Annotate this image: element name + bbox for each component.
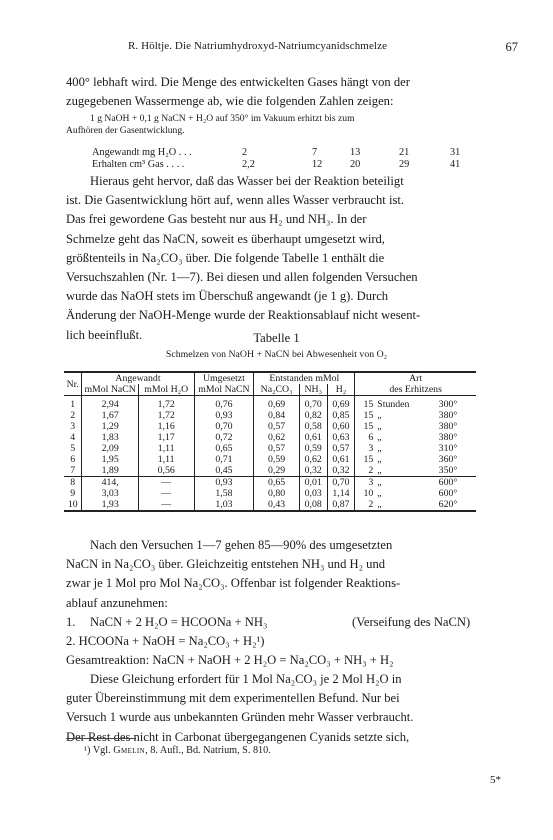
temperature-value: 350° — [438, 465, 458, 476]
table-cell-na2co3: 0,69 — [254, 396, 300, 411]
header-umgesetzt: Umgesetzt — [194, 372, 254, 384]
equation-1 — [66, 613, 526, 632]
table-row — [64, 432, 476, 443]
table-cell-nh3: 0,70 — [299, 396, 327, 411]
text-line: Diese Gleichung erfordert für 1 Mol Na₂CO₃ je 2 Mol H₂O in — [90, 672, 402, 686]
table-cell-h2: 0,61 — [327, 454, 355, 465]
table-row — [64, 454, 476, 465]
duration-value: 15 — [363, 399, 374, 410]
table-cell-nacn: 1,89 — [82, 465, 138, 477]
table-cell-umgesetzt: 0,76 — [194, 396, 254, 411]
duration-unit: „ — [377, 488, 382, 499]
table-row — [64, 499, 476, 511]
value-cell: 13 — [350, 147, 361, 158]
text-line: Änderung der NaOH-Menge wurde der Reaktionsablauf nicht wesent- — [66, 308, 421, 323]
table-cell-umgesetzt: 0,45 — [194, 465, 254, 477]
temperature-value: 300° — [438, 399, 458, 410]
footnote-rule — [66, 738, 136, 739]
text-line: zwar je 1 Mol pro Mol Na₂CO₃. Offenbar ist folgender Reaktions- — [66, 576, 401, 591]
table-cell-nh3: 0,01 — [299, 477, 327, 489]
value-cell: 41 — [450, 159, 461, 170]
header-art-sub: des Erhitzens — [355, 384, 476, 396]
header-mmol-nacn: mMol NaCN — [82, 384, 138, 396]
table-cell-h2o: — — [138, 488, 194, 499]
table-cell-art — [355, 454, 476, 465]
table-row — [64, 488, 476, 499]
table-cell-umgesetzt: 0,93 — [194, 410, 254, 421]
duration-value: 10 — [363, 488, 374, 499]
table-cell-nr: 6 — [70, 454, 76, 465]
note-line: 1 g NaOH + 0,1 g NaCN + H₂O auf 350° im Vakuum erhitzt bis zum — [90, 113, 355, 124]
table-cell-nh3: 0,03 — [299, 488, 327, 499]
header-entstanden: Entstanden mMol — [254, 372, 355, 384]
value-cell: 31 — [450, 147, 461, 158]
table-cell-h2: 0,85 — [327, 410, 355, 421]
temperature-value: 380° — [438, 432, 458, 443]
text-line: wurde das NaOH stets im Überschuß angewandt (je 1 g). Durch — [66, 289, 389, 304]
table-caption: Tabelle 1 — [253, 331, 300, 345]
table-cell-na2co3: 0,57 — [254, 421, 300, 432]
table-cell-h2o: — — [138, 499, 194, 511]
table-cell-na2co3: 0,62 — [254, 432, 300, 443]
table-cell-art — [355, 421, 476, 432]
duration-unit: „ — [377, 499, 382, 510]
note-line: Aufhören der Gasentwicklung. — [66, 125, 185, 136]
table-cell-h2: 0,87 — [327, 499, 355, 511]
table-cell-art — [355, 465, 476, 477]
table-cell-umgesetzt: 0,70 — [194, 421, 254, 432]
temperature-value: 360° — [438, 454, 458, 465]
sheet-signature: 5* — [490, 774, 501, 786]
duration-value: 15 — [363, 410, 374, 421]
table-cell-umgesetzt: 1,58 — [194, 488, 254, 499]
table-row — [64, 443, 476, 454]
value-cell: 20 — [350, 159, 361, 170]
temperature-value: 380° — [438, 410, 458, 421]
text-line: Das frei gewordene Gas besteht nur aus H₂ und NH₃. In der — [66, 212, 367, 227]
text-line: Versuchszahlen (Nr. 1—7). Bei diesen und allen folgenden Versuchen — [66, 269, 418, 284]
table-cell-nr: 7 — [70, 465, 76, 476]
text-line: Der Rest des nicht in Carbonat übergegangenen Cyanids setzte sich, — [66, 729, 410, 744]
text-line: Versuch 1 wurde aus unbekannten Gründen mehr Wasser verbraucht. — [66, 710, 414, 725]
table-cell-umgesetzt: 0,72 — [194, 432, 254, 443]
table-cell-na2co3: 0,57 — [254, 443, 300, 454]
header-h2: H₂ — [327, 384, 355, 396]
temperature-value: 600° — [438, 488, 458, 499]
table-cell-nh3: 0,62 — [299, 454, 327, 465]
equation-2: 2. HCOONa + NaOH = Na₂CO₃ + H₂¹) — [66, 634, 265, 649]
table-cell-na2co3: 0,84 — [254, 410, 300, 421]
table-cell-na2co3: 0,59 — [254, 454, 300, 465]
footnote — [84, 745, 271, 756]
table-cell-art — [355, 499, 476, 511]
duration-unit: Stunden — [377, 399, 410, 410]
table-cell-h2: 1,14 — [327, 488, 355, 499]
duration-unit: „ — [377, 465, 382, 476]
equation-note: (Verseifung des NaCN) — [352, 615, 471, 629]
value-cell: 29 — [399, 159, 410, 170]
table-cell-nr: 8 — [70, 477, 76, 488]
table-cell-nh3: 0,32 — [299, 465, 327, 477]
table-cell-art — [355, 477, 476, 489]
value-cell: 7 — [312, 147, 318, 158]
row-label: Erhalten cm³ Gas . . . . — [92, 159, 185, 170]
table-cell-nr: 4 — [70, 432, 76, 443]
duration-value: 3 — [368, 477, 374, 488]
table-cell-nh3: 0,08 — [299, 499, 327, 511]
table-row — [64, 396, 476, 411]
running-title: R. Höltje. Die Natriumhydroxyd-Natriumcyanidschmelze — [128, 40, 388, 52]
value-cell: 12 — [312, 159, 323, 170]
reaction-equations — [66, 613, 526, 671]
table-cell-nacn: 1,83 — [82, 432, 138, 443]
temperature-value: 380° — [438, 421, 458, 432]
table-cell-h2o: — — [138, 477, 194, 489]
header-art: Art — [355, 372, 476, 384]
value-cell: 2,2 — [242, 159, 255, 170]
footnote-pre: Vgl. — [92, 745, 111, 756]
table-cell-nr: 5 — [70, 443, 76, 454]
footnote-reference: , 8. Aufl., Bd. Natrium, S. 810. — [145, 745, 271, 756]
equation-text: NaCN + 2 H₂O = HCOONa + NH₃ — [90, 615, 268, 629]
duration-value: 6 — [368, 432, 374, 443]
table-cell-nr: 3 — [70, 421, 76, 432]
table-subcaption: Schmelzen von NaOH + NaCN bei Abwesenheit von O₂ — [165, 349, 388, 360]
duration-value: 3 — [368, 443, 374, 454]
body-paragraph — [66, 536, 518, 613]
table-cell-nacn: 414, — [82, 477, 138, 489]
body-paragraph — [66, 172, 518, 345]
table-row — [64, 421, 476, 432]
experiment-note — [66, 113, 518, 137]
table-cell-art — [355, 396, 476, 411]
table-cell-h2o: 1,11 — [138, 443, 194, 454]
table-cell-nacn: 2,94 — [82, 396, 138, 411]
water-gas-table — [92, 147, 472, 171]
table-cell-nacn: 1,67 — [82, 410, 138, 421]
table-cell-na2co3: 0,43 — [254, 499, 300, 511]
table-row — [64, 477, 476, 489]
duration-value: 15 — [363, 421, 374, 432]
text-line: größtenteils in Na₂CO₃ über. Die folgende Tabelle 1 enthält die — [66, 250, 385, 265]
table-cell-h2o: 1,11 — [138, 454, 194, 465]
equation-total: Gesamtreaktion: NaCN + NaOH + 2 H₂O = Na₂CO₃ + NH₃ + H₂ — [66, 653, 394, 668]
duration-unit: „ — [377, 410, 382, 421]
table-row — [64, 465, 476, 477]
text-line: ablauf anzunehmen: — [66, 595, 168, 610]
duration-unit: „ — [377, 421, 382, 432]
table-cell-nh3: 0,59 — [299, 443, 327, 454]
header-na2co3: Na₂CO₃ — [254, 384, 300, 396]
gas-row — [92, 159, 472, 171]
table-cell-h2: 0,60 — [327, 421, 355, 432]
footnote-mark: ¹) — [84, 745, 91, 756]
header-mmol-h2o: mMol H₂O — [138, 384, 194, 396]
intro-paragraph — [66, 73, 518, 111]
table-cell-nr: 10 — [67, 499, 78, 510]
table-cell-art — [355, 410, 476, 421]
table-cell-umgesetzt: 0,93 — [194, 477, 254, 489]
table-cell-nacn: 1,29 — [82, 421, 138, 432]
table-cell-nacn: 1,93 — [82, 499, 138, 511]
table-cell-nr: 9 — [70, 488, 76, 499]
value-cell: 2 — [242, 147, 248, 158]
table-cell-h2: 0,32 — [327, 465, 355, 477]
table-cell-na2co3: 0,65 — [254, 477, 300, 489]
table-cell-nr: 1 — [70, 399, 76, 410]
text-line: Hieraus geht hervor, daß das Wasser bei der Reaktion beteiligt — [90, 174, 404, 188]
header-nr: Nr. — [64, 372, 82, 396]
table-cell-nh3: 0,58 — [299, 421, 327, 432]
row-label: Angewandt mg H₂O . . . — [92, 147, 192, 158]
table-cell-h2: 0,70 — [327, 477, 355, 489]
results-table — [64, 371, 476, 512]
text-line: Nach den Versuchen 1—7 gehen 85—90% des umgesetzten — [90, 538, 393, 552]
table-cell-art — [355, 443, 476, 454]
duration-value: 15 — [363, 454, 374, 465]
table-cell-h2o: 0,56 — [138, 465, 194, 477]
header-angewandt: Angewandt — [82, 372, 194, 384]
footnote-author: Gmelin — [113, 745, 146, 756]
temperature-value: 310° — [438, 443, 458, 454]
text-line: lich beeinflußt. — [66, 327, 143, 342]
table-cell-nacn: 1,95 — [82, 454, 138, 465]
table-row — [64, 410, 476, 421]
table-body — [64, 396, 476, 512]
duration-unit: „ — [377, 432, 382, 443]
text-line: Schmelze geht das NaCN, soweit es überhaupt umgesetzt wird, — [66, 231, 385, 246]
table-cell-h2o: 1,16 — [138, 421, 194, 432]
table-cell-h2o: 1,17 — [138, 432, 194, 443]
value-cell: 21 — [399, 147, 410, 158]
table-cell-umgesetzt: 0,65 — [194, 443, 254, 454]
table-cell-h2: 0,69 — [327, 396, 355, 411]
table-cell-h2o: 1,72 — [138, 410, 194, 421]
table-cell-na2co3: 0,29 — [254, 465, 300, 477]
text-line: zugegebenen Wassermenge ab, wie die folgenden Zahlen zeigen: — [66, 94, 394, 109]
table-cell-h2: 0,57 — [327, 443, 355, 454]
table-cell-art — [355, 488, 476, 499]
duration-unit: „ — [377, 454, 382, 465]
duration-value: 2 — [368, 499, 374, 510]
water-row — [92, 147, 472, 159]
table-cell-nacn: 2,09 — [82, 443, 138, 454]
text-line: NaCN in Na₂CO₃ über. Gleichzeitig entstehen NH₃ und H₂ und — [66, 557, 386, 572]
table-cell-nh3: 0,82 — [299, 410, 327, 421]
page-number: 67 — [505, 40, 518, 54]
temperature-value: 600° — [438, 477, 458, 488]
table-cell-umgesetzt: 0,71 — [194, 454, 254, 465]
text-line: guter Übereinstimmung mit dem experimentellen Befund. Nur bei — [66, 691, 400, 706]
table-cell-umgesetzt: 1,03 — [194, 499, 254, 511]
table-cell-h2: 0,63 — [327, 432, 355, 443]
duration-value: 2 — [368, 465, 374, 476]
body-paragraph — [66, 670, 518, 747]
table-cell-h2o: 1,72 — [138, 396, 194, 411]
table-cell-art — [355, 432, 476, 443]
temperature-value: 620° — [438, 499, 458, 510]
header-umgesetzt-unit: mMol NaCN — [194, 384, 254, 396]
table-cell-nr: 2 — [70, 410, 76, 421]
equation-number: 1. — [66, 615, 76, 629]
table-cell-nacn: 3,03 — [82, 488, 138, 499]
duration-unit: „ — [377, 477, 382, 488]
text-line: ist. Die Gasentwicklung hört auf, wenn alles Wasser verbraucht ist. — [66, 193, 404, 208]
duration-unit: „ — [377, 443, 382, 454]
text-line: 400° lebhaft wird. Die Menge des entwickelten Gases hängt von der — [66, 75, 410, 89]
header-nh3: NH₃ — [299, 384, 327, 396]
table-cell-nh3: 0,61 — [299, 432, 327, 443]
table-cell-na2co3: 0,80 — [254, 488, 300, 499]
